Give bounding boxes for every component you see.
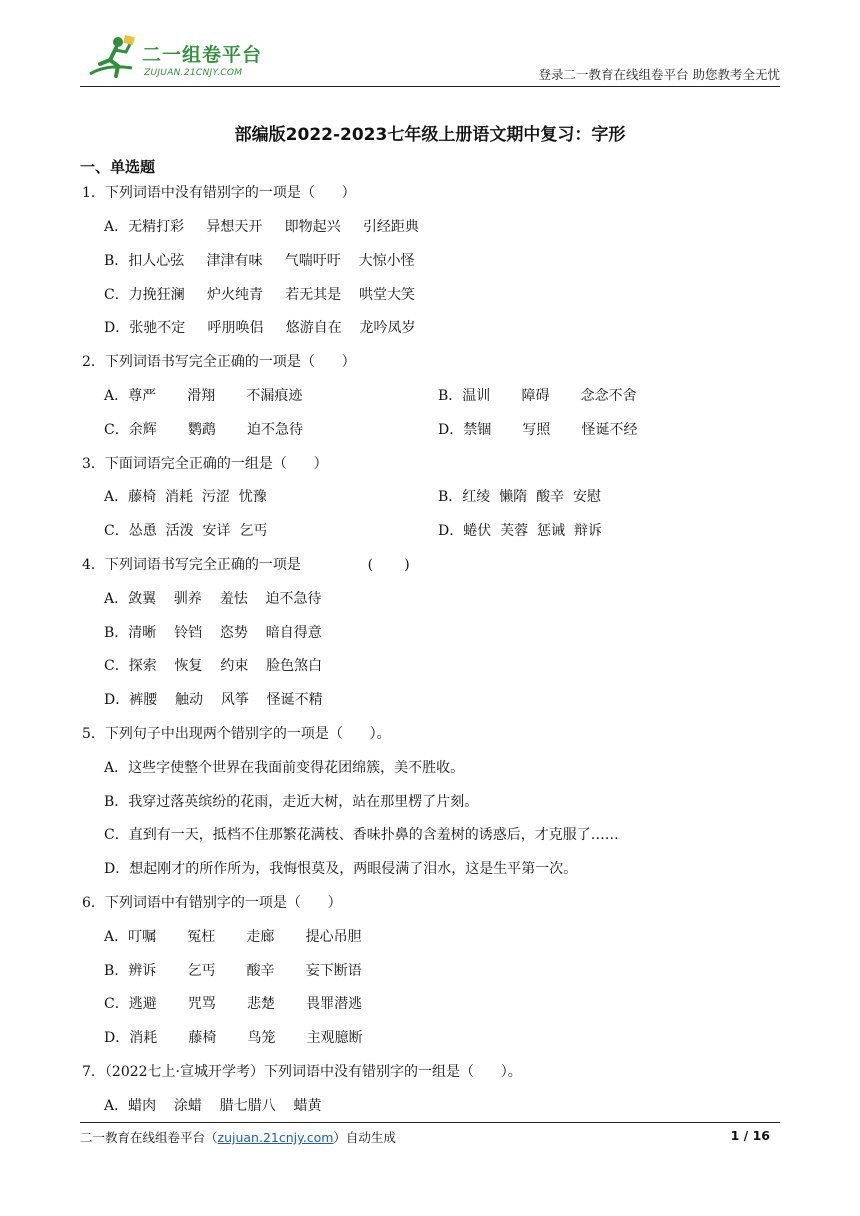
document-title: 部编版2022-2023七年级上册语文期中复习：字形 — [234, 125, 626, 145]
question-stem: 1．下列词语中没有错别字的一项是（ ） — [82, 185, 356, 201]
question-stem: 5．下列句子中出现两个错别字的一项是（ ）。 — [82, 726, 391, 742]
option: D．想起刚才的所作所为，我悔恨莫及，两眼侵满了泪水，这是生平第一次。 — [104, 861, 578, 877]
footer-divider — [80, 1122, 780, 1123]
option: D．裤腰 触动 风筝 怪诞不精 — [104, 692, 323, 708]
logo-subtitle: ZUJUAN.21CNJY.COM — [144, 68, 243, 78]
option: A．这些字使整个世界在我面前变得花团绵簇，美不胜收。 — [104, 760, 465, 776]
option: C．余辉 鹦鹉 迫不急待 — [104, 422, 304, 438]
footer-link[interactable]: zujuan.21cnjy.com — [217, 1130, 334, 1145]
option: C．力挽狂澜 炉火纯青 若无其是 哄堂大笑 — [104, 287, 416, 303]
footer-text: 二一教育在线组卷平台（ — [80, 1130, 218, 1145]
footer-credit — [80, 1128, 396, 1146]
page-number: 1 / 16 — [730, 1128, 770, 1143]
option: A．敛翼 驯养 羞怯 迫不急待 — [104, 591, 322, 607]
header-divider — [80, 86, 780, 87]
option: C．逃避 咒骂 悲楚 畏罪潜逃 — [104, 996, 363, 1012]
option: A．叮嘱 冤枉 走廊 提心吊胆 — [104, 929, 362, 945]
question-text: 下列词语中没有错别字的一组是（ ）。 — [264, 1064, 522, 1080]
question-stem — [82, 1062, 522, 1082]
section-heading: 一、单选题 — [80, 158, 156, 176]
page-header — [80, 30, 780, 86]
logo-title: 二一组卷平台 — [142, 44, 263, 66]
option: C．怂恿 活泼 安详 乞丐 — [104, 523, 268, 539]
question-stem: 6．下列词语中有错别字的一项是（ ） — [82, 895, 342, 911]
page-footer — [80, 1124, 780, 1148]
option: A．藤椅 消耗 污涩 忧豫 — [104, 489, 267, 505]
option: B．辨诉 乞丐 酸辛 妄下断语 — [104, 963, 362, 979]
option: C．探索 恢复 约束 脸色煞白 — [104, 658, 323, 674]
header-slogan: 登录二一教育在线组卷平台 助您教考全无忧 — [538, 67, 780, 82]
option: D．张驰不定 呼朋唤侣 悠游自在 龙吟凤岁 — [104, 320, 416, 336]
question-stem: 2．下列词语书写完全正确的一项是（ ） — [82, 354, 356, 370]
option: D．禁锢 写照 怪诞不经 — [438, 422, 638, 438]
option: B．清晰 铃铛 恣势 暗自得意 — [104, 625, 322, 641]
logo — [80, 34, 280, 82]
question-source: 7．（2022七上·宣城开学考） — [82, 1064, 264, 1080]
option: D．蜷伏 芙蓉 惩诫 辩诉 — [438, 523, 602, 539]
option: A．尊严 滑翔 不漏痕迹 — [104, 388, 303, 404]
option: B．我穿过落英缤纷的花雨，走近大树，站在那里楞了片刻。 — [104, 794, 479, 810]
option: B．红绫 懒隋 酸辛 安慰 — [438, 489, 601, 505]
question-stem: 4．下列词语书写完全正确的一项是 ( ) — [82, 557, 410, 573]
option: B．温训 障碍 念念不舍 — [438, 388, 637, 404]
footer-text: ）自动生成 — [333, 1130, 396, 1145]
option: C．直到有一天，抵档不住那繁花满枝、香味扑鼻的含羞树的诱惑后，才克服了…… — [104, 827, 619, 843]
runner-logo-icon — [86, 34, 138, 82]
option: A．蜡肉 涂蜡 腊七腊八 蜡黄 — [104, 1098, 322, 1114]
option: B．扣人心弦 津津有味 气喘吁吁 大惊小怪 — [104, 253, 415, 269]
option: D．消耗 藤椅 鸟笼 主观臆断 — [104, 1030, 363, 1046]
option: A．无精打彩 异想天开 即物起兴 引经距典 — [104, 219, 419, 235]
question-stem: 3．下面词语完全正确的一组是（ ） — [82, 456, 328, 472]
